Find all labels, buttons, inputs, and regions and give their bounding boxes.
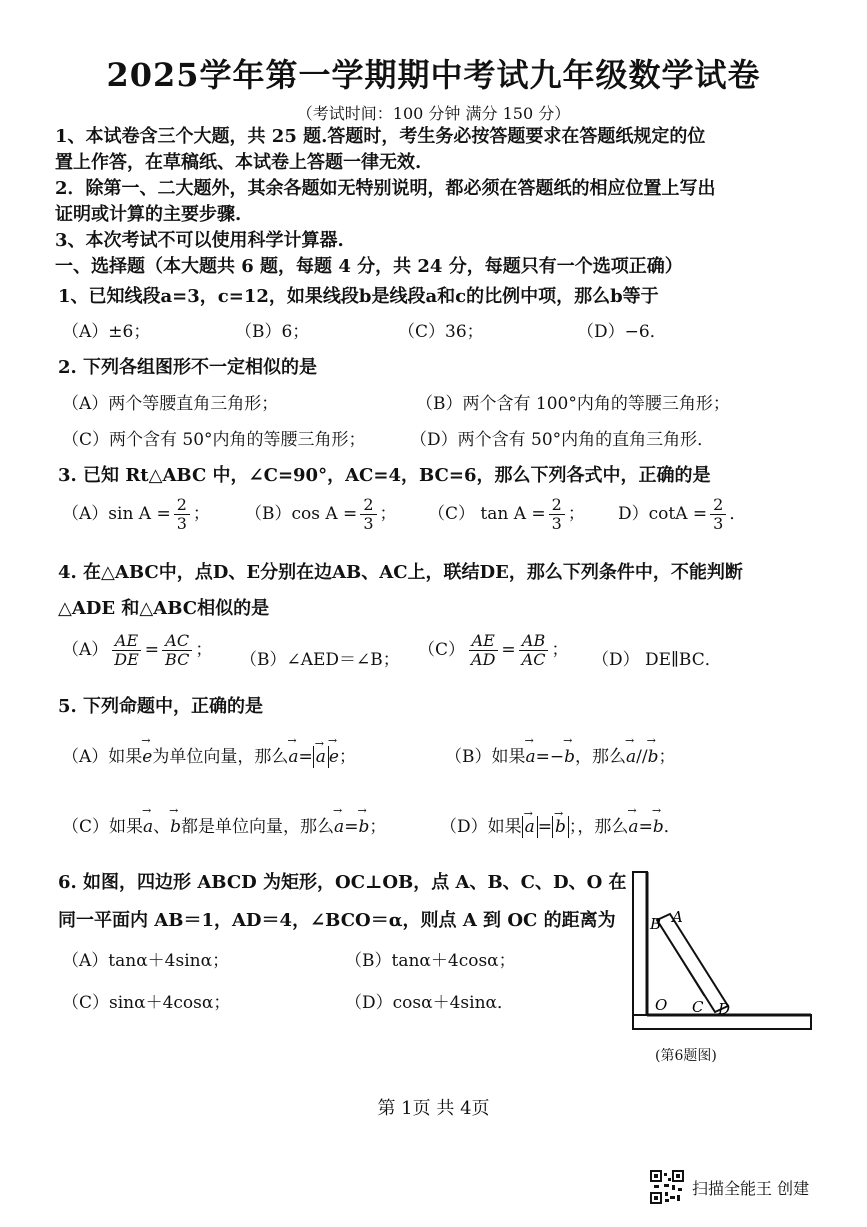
exam-subtitle: （考试时间：100 分钟 满分 150 分） [296, 104, 571, 123]
q5-d-end: ． [663, 817, 681, 837]
q5-c-eq: = [344, 817, 359, 837]
q5-b-end: ； [658, 747, 676, 767]
q4-a-den-1: DE [114, 650, 139, 669]
q3-option-a [62, 496, 210, 533]
q3-a-num: 2 [174, 496, 190, 515]
q3-option-c [428, 496, 585, 533]
q4-a-frac-1 [111, 632, 142, 669]
figure-inner-line [663, 930, 704, 996]
q5-d-vector-b: → b [653, 817, 664, 837]
note-line-2: 置上作答，在草稿纸、本试卷上答题一律无效. [55, 152, 422, 173]
q4-c-frac-2 [519, 632, 549, 669]
page-footer: 第 1页 共 4页 [377, 1098, 490, 1119]
q5-c-text-2: 、 [153, 817, 171, 837]
q4-c-frac-1 [468, 632, 498, 669]
q3-d-num: 2 [710, 496, 726, 515]
note-line-4: 证明或计算的主要步骤. [55, 204, 242, 225]
q4-option-b: （B）∠AED＝∠B； [240, 650, 400, 670]
q4-c-den-2: AC [521, 650, 546, 669]
figure-caption: (第6题图) [655, 1048, 717, 1064]
q4-a-end: ； [195, 640, 213, 660]
q3-a-fraction [174, 496, 190, 533]
q5-b-vector-b-2: → b [648, 747, 659, 767]
q5-b-par: // [636, 747, 648, 767]
q3-a-label: （A）sin A = [62, 504, 171, 524]
q3-b-num: 2 [360, 496, 376, 515]
q5-c-text-1: （C）如果 [62, 817, 144, 837]
q4-a-eq: = [144, 640, 160, 660]
q4-c-end: ； [551, 640, 569, 660]
q5-a-text-1: （A）如果 [62, 747, 143, 767]
q5-d-eq-2: = [638, 817, 653, 837]
figure-label-o: O [655, 996, 668, 1014]
q4-a-den-2: BC [165, 650, 190, 669]
q1-option-a: （A）±6； [62, 322, 151, 342]
q6-option-b: （B）tanα＋4cosα； [345, 951, 516, 971]
q3-stem: 3. 已知 Rt△ABC 中，∠C=90°，AC=4，BC=6，那么下列各式中，正确的是 [58, 465, 711, 486]
q4-c-num-1: AE [469, 632, 498, 651]
q2-option-d: （D）两个含有 50°内角的直角三角形． [410, 430, 715, 450]
q5-d-eq: = [537, 817, 553, 837]
q5-stem: 5. 下列命题中，正确的是 [58, 696, 264, 717]
q4-c-eq: = [501, 640, 516, 660]
q3-c-den: 3 [551, 514, 562, 533]
q3-c-num: 2 [549, 496, 565, 515]
q2-option-b: （B）两个含有 100°内角的等腰三角形； [416, 394, 730, 414]
q5-c-vector-b: → b [170, 817, 181, 837]
q3-c-label: （C） tan A = [428, 504, 546, 524]
q3-c-end: ； [567, 504, 585, 524]
q1-stem: 1、已知线段a=3，c=12，如果线段b是线段a和c的比例中项，那么b等于 [58, 286, 659, 307]
q4-a-num-2: AC [162, 632, 192, 651]
q4-option-a [62, 632, 212, 669]
q5-d-vector-a: → a [628, 817, 638, 837]
q6-stem-line-2: 同一平面内 AB＝1，AD＝4，∠BCO＝α，则点 A 到 OC 的距离为 [58, 910, 616, 931]
q3-c-fraction [549, 496, 565, 533]
q4-stem-line-2: △ADE 和△ABC相似的是 [58, 598, 270, 619]
q2-stem: 2. 下列各组图形不一定相似的是 [58, 357, 318, 378]
q1-option-c: （C）36； [398, 322, 484, 342]
q3-b-end: ； [379, 504, 397, 524]
q4-a-num-1: AE [112, 632, 141, 651]
qr-code-icon [650, 1170, 684, 1204]
q5-a-vector-e-2: → e [329, 747, 339, 767]
q5-c-text-3: 都是单位向量，那么 [181, 817, 335, 837]
q5-d-mag-vector-a: → a [525, 816, 535, 838]
q5-b-vector-a: → a [526, 747, 536, 767]
q6-stem-line-1: 6. 如图，四边形 ABCD 为矩形，OC⊥OB，点 A、B、C、D、O 在 [58, 872, 627, 893]
q5-d-text-1: （D）如果 [440, 817, 522, 837]
q4-c-num-2: AB [519, 632, 548, 651]
q5-a-mag-vector: → a [316, 746, 326, 768]
q5-b-vector-a-2: → a [626, 747, 636, 767]
section-heading: 一、选择题（本大题共 6 题，每题 4 分，共 24 分，每题只有一个选项正确） [55, 256, 683, 277]
q2-option-c: （C）两个含有 50°内角的等腰三角形； [62, 430, 366, 450]
q5-a-text-2: 为单位向量，那么 [152, 747, 289, 767]
q4-a-frac-2 [162, 632, 192, 669]
q3-a-den: 3 [176, 514, 187, 533]
q5-a-vector-a: → a [288, 747, 298, 767]
q5-c-vector-b-2: → b [358, 817, 369, 837]
q5-option-d [440, 812, 681, 838]
q3-d-label: D）cotA = [618, 504, 708, 524]
q5-a-end: ； [338, 747, 356, 767]
q1-option-b: （B）6； [235, 322, 310, 342]
q5-b-text-2: ，那么 [575, 747, 627, 767]
q5-d-text-2: ；，那么 [568, 817, 629, 837]
q6-option-c: （C）sinα＋4cosα； [62, 993, 231, 1013]
scanner-text: 扫描全能王 创建 [692, 1178, 810, 1198]
q5-b-eq: = [535, 747, 550, 767]
q3-d-den: 3 [713, 514, 724, 533]
q1-option-d: （D）−6． [577, 322, 667, 342]
q3-b-label: （B）cos A = [245, 504, 358, 524]
q4-a-label: （A） [62, 640, 109, 660]
figure-label-d: D [718, 1000, 731, 1018]
q5-option-a [62, 742, 356, 768]
q3-d-end: ． [729, 504, 747, 524]
q5-a-magnitude [313, 746, 329, 768]
q5-option-c [62, 812, 386, 837]
q3-option-d [618, 496, 746, 533]
q3-option-b [245, 496, 397, 533]
figure-vertical-wall [633, 872, 647, 1029]
q5-c-vector-a-2: → a [334, 817, 344, 837]
figure-label-b: B [650, 915, 662, 933]
q5-d-mag-vector-b: → b [555, 816, 566, 838]
exam-title: 2025学年第一学期期中考试九年级数学试卷 [106, 56, 761, 94]
q5-d-magnitude-b [552, 816, 569, 838]
q5-d-magnitude-a [522, 816, 538, 838]
figure-label-c: C [692, 998, 704, 1016]
q5-a-vector-e: → e [142, 747, 152, 767]
q5-c-vector-a: → a [143, 817, 153, 837]
q6-option-a: （A）tanα＋4sinα； [62, 951, 230, 971]
q4-c-den-1: AD [471, 650, 496, 669]
q6-figure [630, 870, 815, 1040]
q3-b-den: 3 [363, 514, 374, 533]
q2-option-a: （A）两个等腰直角三角形； [62, 394, 279, 414]
q5-b-text-1: （B）如果 [445, 747, 526, 767]
q5-option-b [445, 742, 676, 767]
q3-d-fraction [710, 496, 726, 533]
q6-option-d: （D）cosα＋4sinα． [345, 993, 514, 1013]
q3-a-end: ； [192, 504, 210, 524]
note-line-1: 1、本试卷含三个大题，共 25 题.答题时，考生务必按答题要求在答题纸规定的位 [55, 126, 706, 147]
figure-label-a: A [672, 908, 683, 926]
q5-c-end: ； [369, 817, 387, 837]
q5-b-vector-b: → b [564, 747, 575, 767]
note-line-5: 3、本次考试不可以使用科学计算器. [55, 230, 344, 251]
scanner-watermark [650, 1170, 809, 1204]
q4-option-c [418, 632, 568, 669]
q4-stem-line-1: 4. 在△ABC中，点D、E分别在边AB、AC上，联结DE，那么下列条件中，不能判断 [58, 562, 743, 583]
q5-a-eq: = [298, 747, 313, 767]
q4-c-label: （C） [418, 640, 466, 660]
note-line-3: 2．除第一、二大题外，其余各题如无特别说明，都必须在答题纸的相应位置上写出 [55, 178, 716, 199]
q3-b-fraction [360, 496, 376, 533]
q4-option-d: （D） DE∥BC． [592, 650, 722, 670]
q5-b-neg: − [549, 747, 565, 767]
